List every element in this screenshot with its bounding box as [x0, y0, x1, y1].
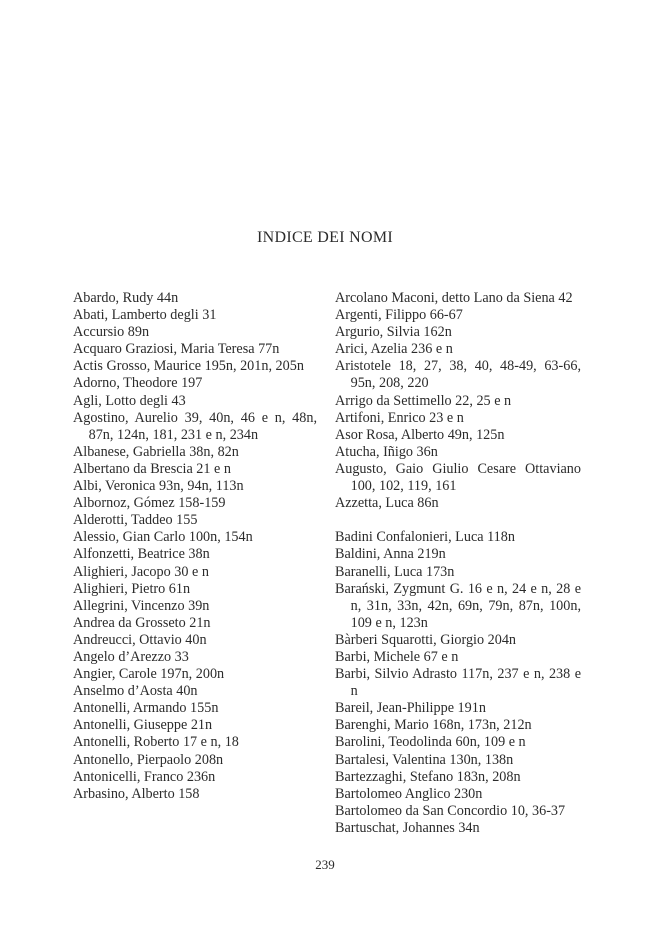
index-entry: Allegrini, Vincenzo 39n	[73, 597, 210, 614]
index-entry: Argurio, Silvia 162n	[335, 324, 452, 341]
index-entry: Bartalesi, Valentina 130n, 138n	[335, 751, 514, 768]
index-entry: Baranelli, Luca 173n	[335, 563, 455, 580]
index-entry: Albanese, Gabriella 38n, 82n	[73, 443, 239, 460]
index-entry: Bartolomeo da San Concordio 10, 36-37	[335, 802, 566, 819]
index-entry: Augusto, Gaio Giulio Cesare Ottaviano 100, 102, 119, 161	[335, 460, 581, 495]
index-entry: Antonello, Pierpaolo 208n	[73, 751, 224, 768]
index-entry: Barolini, Teodolinda 60n, 109 e n	[335, 734, 526, 751]
section-gap	[335, 512, 581, 529]
index-entry: Badini Confalonieri, Luca 118n	[335, 529, 515, 546]
index-entry: Abati, Lamberto degli 31	[73, 307, 217, 324]
index-column-right	[335, 290, 581, 837]
index-entry: Agli, Lotto degli 43	[73, 392, 186, 409]
index-entry: Alighieri, Pietro 61n	[73, 580, 191, 597]
index-entry: Barenghi, Mario 168n, 173n, 212n	[335, 717, 532, 734]
page-number: 239	[315, 857, 335, 872]
index-entry: Alderotti, Taddeo 155	[73, 512, 198, 529]
index-entry: Andreucci, Ottavio 40n	[73, 631, 207, 648]
index-entry: Atucha, Iñigo 36n	[335, 443, 438, 460]
index-column-left	[73, 290, 317, 803]
index-entry: Barański, Zygmunt G. 16 e n, 24 e n, 28 e n, 31n, 33n, 42n, 69n, 79n, 87n, 100n, 109 e n, 123n	[335, 580, 581, 631]
index-entry: Bartezzaghi, Stefano 183n, 208n	[335, 768, 521, 785]
index-entry: Albertano da Brescia 21 e n	[73, 460, 231, 477]
index-entry: Antonelli, Armando 155n	[73, 700, 219, 717]
index-entry: Abardo, Rudy 44n	[73, 290, 179, 306]
index-entry: Alfonzetti, Beatrice 38n	[73, 546, 210, 563]
index-entry: Adorno, Theodore 197	[73, 375, 203, 392]
index-entry: Argenti, Filippo 66-67	[335, 307, 463, 324]
index-entry: Barbi, Michele 67 e n	[335, 648, 459, 665]
index-entry: Azzetta, Luca 86n	[335, 495, 439, 512]
index-entry: Barbi, Silvio Adrasto 117n, 237 e n, 238 e n	[335, 666, 581, 700]
index-entry: Baldini, Anna 219n	[335, 546, 446, 563]
index-entry: Anselmo d’Aosta 40n	[73, 683, 198, 700]
index-entry: Antonelli, Roberto 17 e n, 18	[73, 734, 239, 751]
index-entry: Antonelli, Giuseppe 21n	[73, 717, 213, 734]
page-title: INDICE DEI NOMI	[256, 229, 394, 246]
index-entry: Angelo d’Arezzo 33	[73, 648, 189, 665]
index-entry: Albornoz, Gómez 158-159	[73, 495, 226, 512]
index-entry: Alessio, Gian Carlo 100n, 154n	[73, 529, 253, 546]
index-entry: Andrea da Grosseto 21n	[73, 614, 211, 631]
index-entry: Asor Rosa, Alberto 49n, 125n	[335, 426, 505, 443]
index-entry: Arbasino, Alberto 158	[73, 785, 200, 802]
index-entry: Bartolomeo Anglico 230n	[335, 785, 483, 802]
index-entry: Arrigo da Settimello 22, 25 e n	[335, 392, 512, 409]
index-entry: Accursio 89n	[73, 324, 150, 341]
index-entry: Albi, Veronica 93n, 94n, 113n	[73, 478, 244, 495]
index-entry: Aristotele 18, 27, 38, 40, 48-49, 63-66, 95n, 208, 220	[335, 358, 581, 392]
index-entry: Bartuschat, Johannes 34n	[335, 819, 480, 836]
index-entry: Arici, Azelia 236 e n	[335, 341, 453, 358]
index-entry: Arcolano Maconi, detto Lano da Siena 42	[335, 290, 573, 306]
index-entry: Artifoni, Enrico 23 e n	[335, 409, 464, 426]
index-entry: Agostino, Aurelio 39, 40n, 46 e n, 48n, 87n, 124n, 181, 231 e n, 234n	[73, 409, 317, 443]
index-entry: Bàrberi Squarotti, Giorgio 204n	[335, 631, 517, 648]
index-entry: Bareil, Jean-Philippe 191n	[335, 700, 486, 717]
index-entry: Angier, Carole 197n, 200n	[73, 666, 225, 683]
index-entry: Acquaro Graziosi, Maria Teresa 77n	[73, 341, 280, 358]
index-entry: Alighieri, Jacopo 30 e n	[73, 563, 209, 580]
index-entry: Antonicelli, Franco 236n	[73, 768, 216, 785]
index-entry: Actis Grosso, Maurice 195n, 201n, 205n	[73, 358, 304, 375]
